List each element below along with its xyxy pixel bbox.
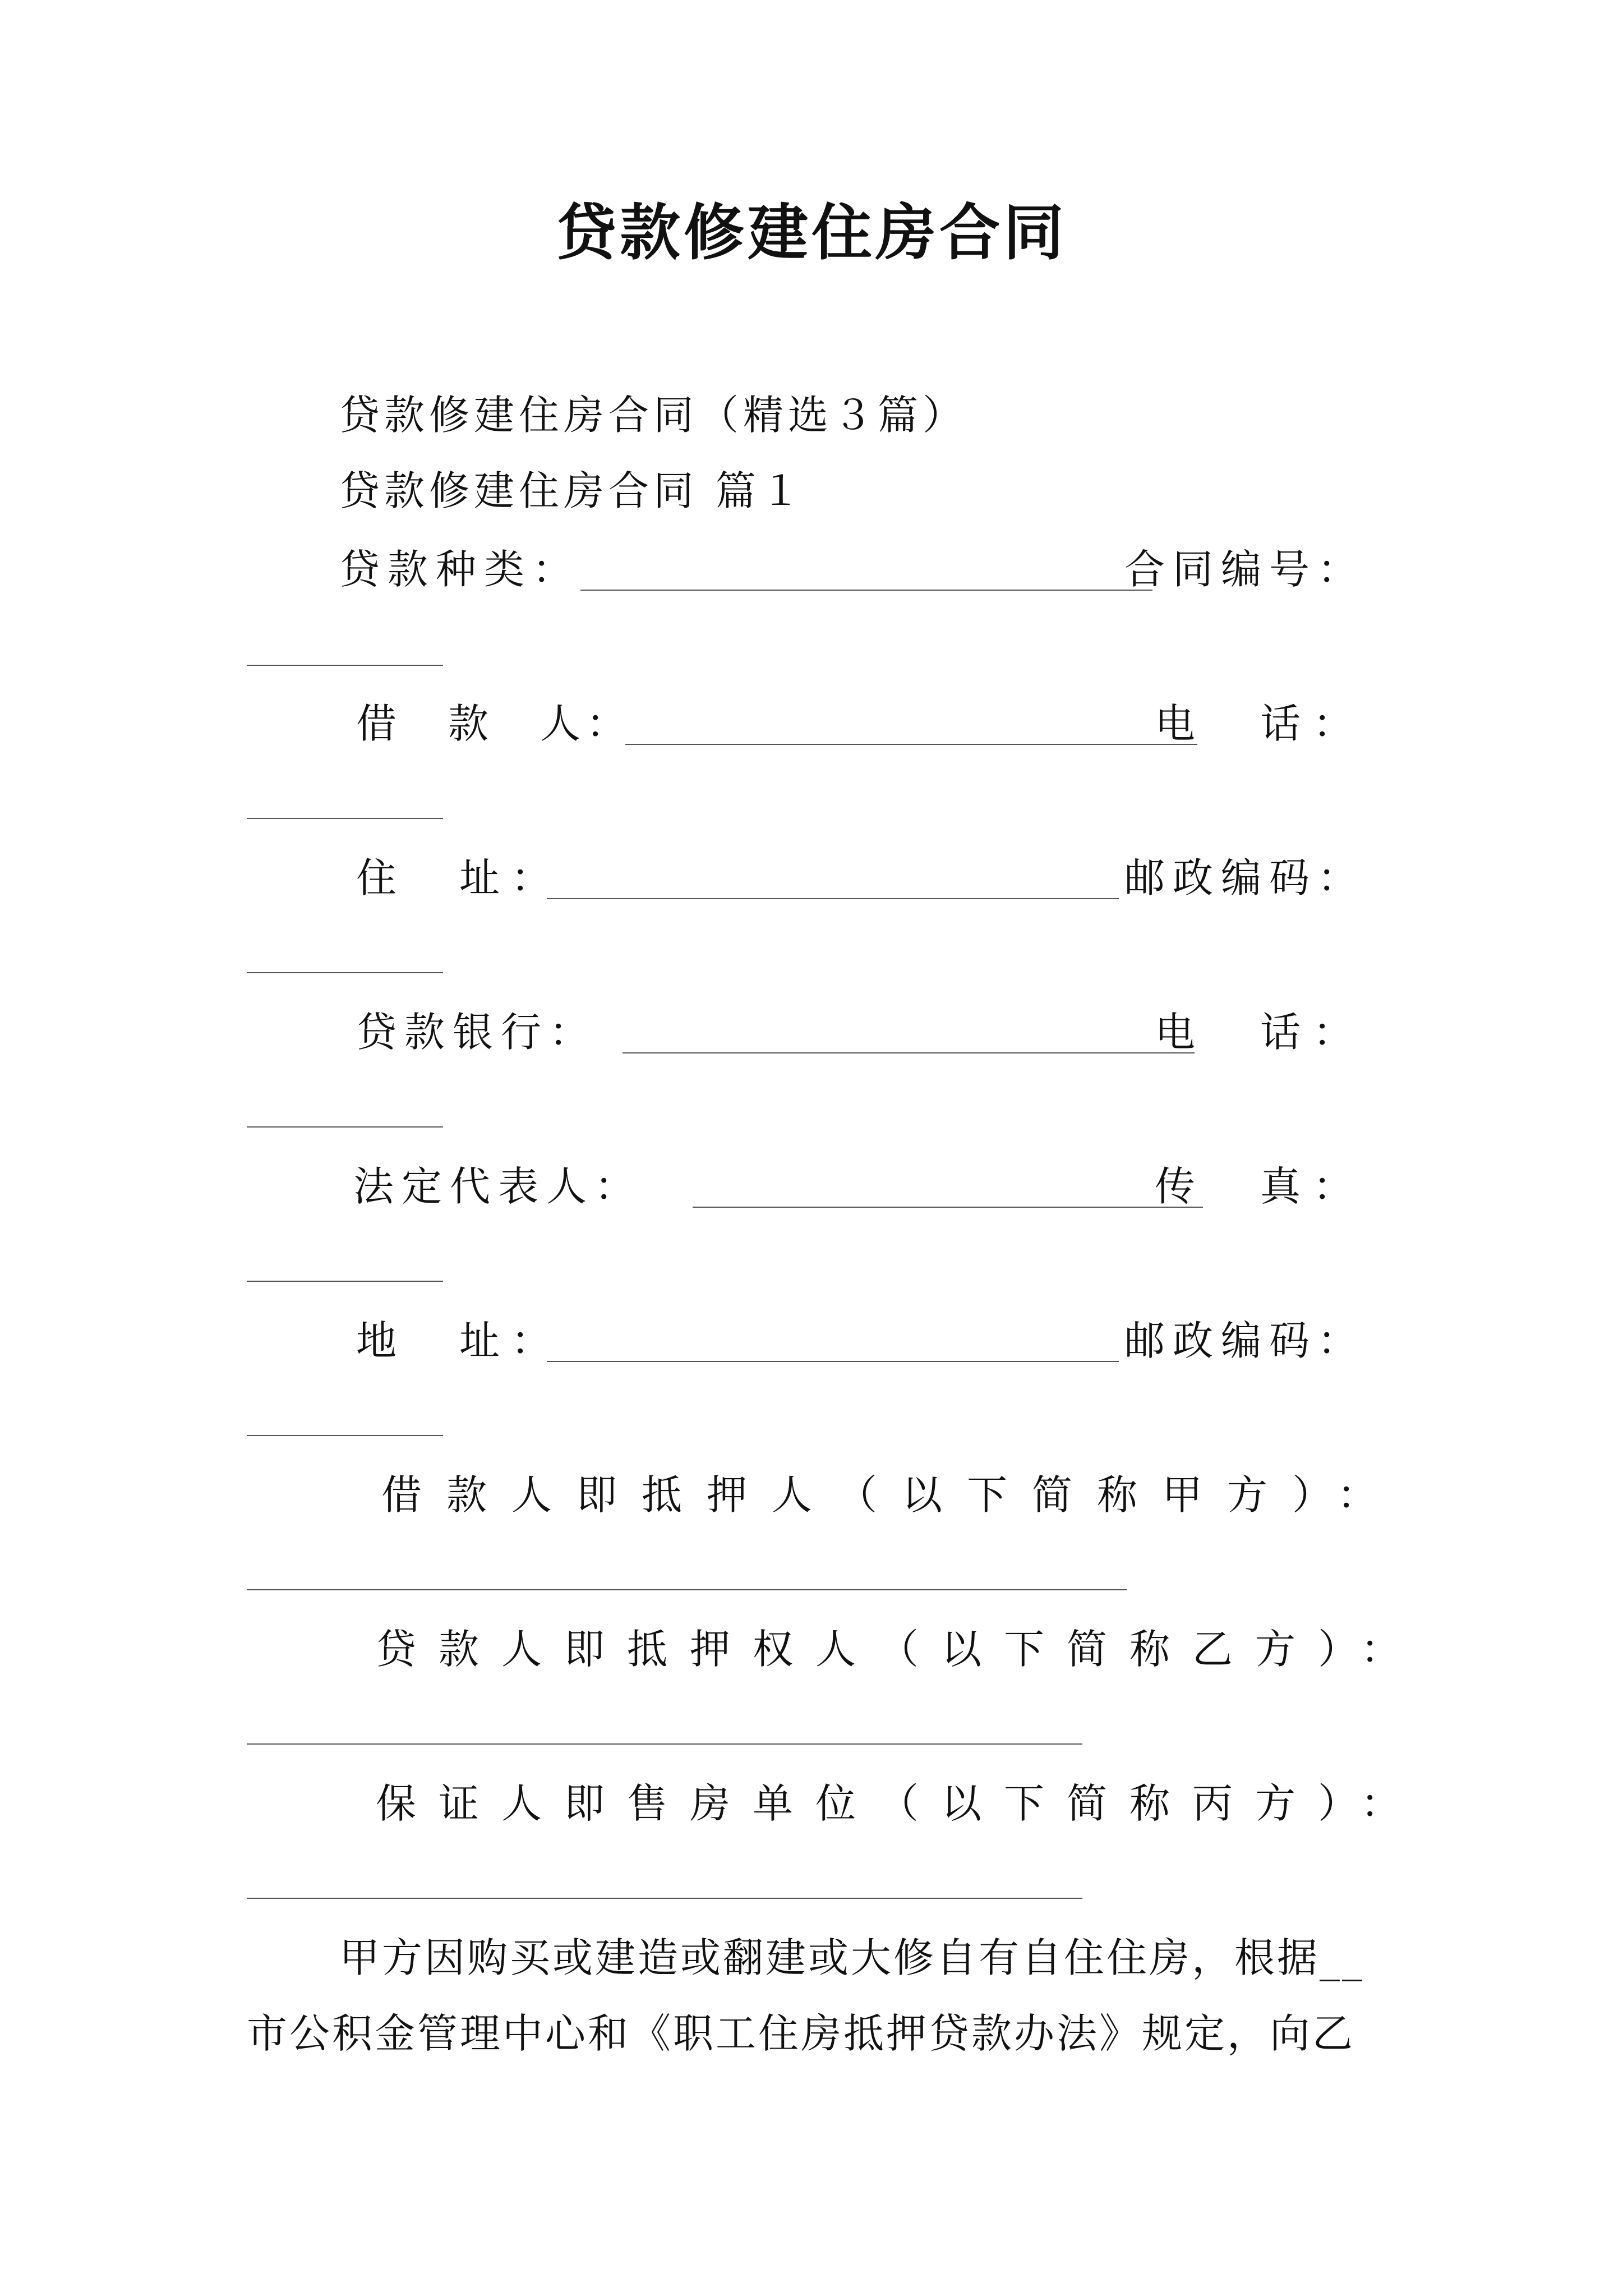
blank-line xyxy=(247,972,443,973)
party-a-label: 借款人即抵押人（以下简称甲方）： xyxy=(381,1471,1403,1519)
field-label-right: 合同编号： xyxy=(1124,546,1366,593)
blank-line xyxy=(247,1435,443,1436)
blank-line xyxy=(247,1743,1082,1745)
blank-line xyxy=(247,1126,443,1128)
field-label-right: 邮政编码： xyxy=(1124,854,1366,901)
blank-line xyxy=(247,665,443,666)
field-label-right: 传 真： xyxy=(1154,1163,1366,1210)
field-legal-rep xyxy=(339,1158,1366,1214)
field-bank-address xyxy=(339,1313,1366,1369)
blank-line xyxy=(247,1281,443,1282)
field-label-right: 邮政编码： xyxy=(1124,1317,1366,1364)
document-subtitle: 贷款修建住房合同（精选３篇） xyxy=(339,392,968,439)
field-address xyxy=(339,850,1366,906)
document-title: 贷款修建住房合同 xyxy=(555,197,1067,268)
field-label-left: 借 款 人： xyxy=(356,700,633,747)
blank-line xyxy=(625,744,1197,745)
field-borrower xyxy=(339,696,1366,752)
blank-line xyxy=(623,1052,1195,1053)
section-heading: 贷款修建住房合同 篇１ xyxy=(339,467,805,514)
blank-line xyxy=(580,590,1152,591)
field-label-left: 地 址： xyxy=(356,1317,563,1364)
field-label-right: 电 话： xyxy=(1154,700,1366,747)
field-loan-type xyxy=(339,541,1366,597)
blank-line xyxy=(247,1898,1082,1899)
blank-line xyxy=(547,898,1119,899)
field-label-left: 住 址： xyxy=(356,854,563,901)
body-paragraph-line-1: 甲方因购买或建造或翻建或大修自有自住住房，根据__ xyxy=(339,1934,1365,1981)
blank-line xyxy=(693,1207,1203,1208)
body-paragraph-line-2: 市公积金管理中心和《职工住房抵押贷款办法》规定，向乙 xyxy=(247,2010,1355,2057)
blank-line xyxy=(247,1589,1127,1590)
field-label-right: 电 话： xyxy=(1154,1009,1366,1056)
field-label-left: 贷款银行： xyxy=(356,1009,598,1056)
blank-line xyxy=(247,818,443,819)
party-c-label: 保证人即售房单位（以下简称丙方）： xyxy=(376,1780,1424,1827)
field-label-left: 法定代表人： xyxy=(353,1163,643,1210)
field-lending-bank xyxy=(339,1004,1366,1060)
party-b-label: 贷款人即抵押权人（以下简称乙方）： xyxy=(376,1626,1424,1673)
blank-line xyxy=(547,1361,1119,1362)
field-label-left: 贷款种类： xyxy=(339,546,581,593)
